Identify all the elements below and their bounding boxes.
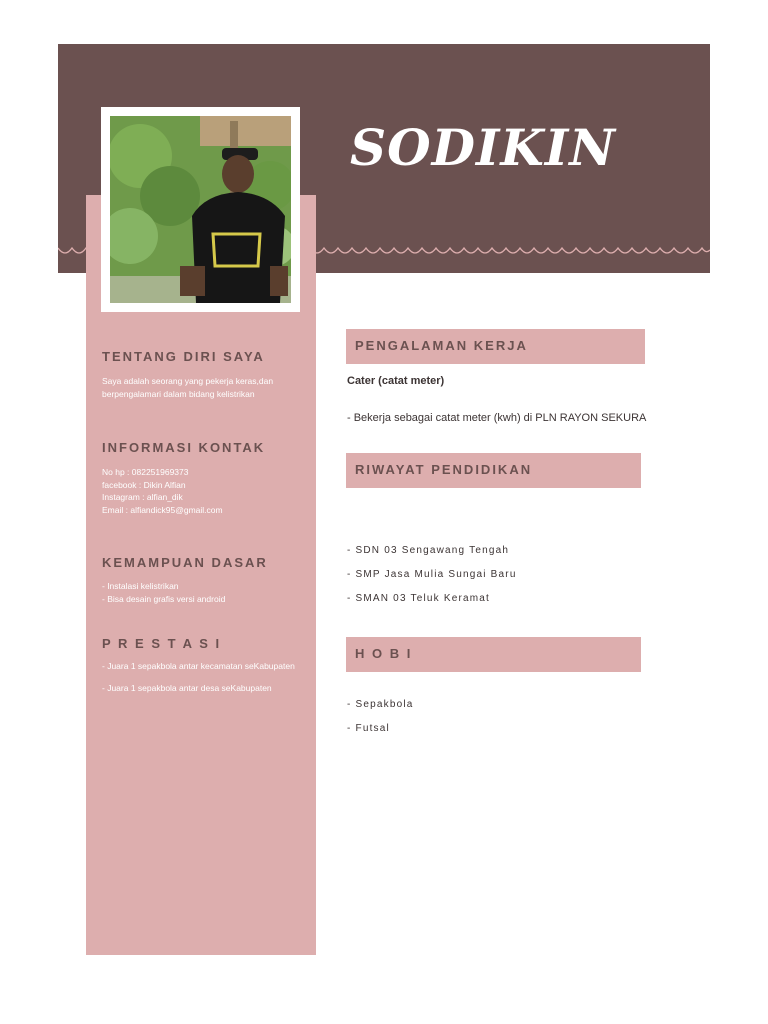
contact-instagram: Instagram : alfian_dik (102, 492, 183, 502)
profile-photo (110, 116, 291, 303)
hobby-item: - Futsal (347, 723, 390, 734)
education-header-bar (346, 453, 641, 488)
hobbies-title: H O B I (355, 646, 413, 661)
about-line: berpengalamari dalam bidang kelistrikan (102, 388, 255, 399)
experience-detail: - Bekerja sebagai catat meter (kwh) di PLN RAYON SEKURA (347, 412, 647, 424)
education-item: - SDN 03 Sengawang Tengah (347, 545, 510, 556)
achievement-item: - Juara 1 sepakbola antar desa seKabupaten (102, 682, 272, 693)
hobbies-header-bar (346, 637, 641, 672)
about-title: TENTANG DIRI SAYA (102, 349, 265, 364)
contact-facebook: facebook : Dikin Alfian (102, 479, 186, 490)
contact-email: Email : alfiandick95@gmail.com (102, 504, 223, 515)
about-text (102, 375, 302, 400)
person-name: SODIKIN (350, 118, 616, 177)
profile-photo-frame (101, 107, 300, 312)
achievement-item: - Juara 1 sepakbola antar kecamatan seKabupaten (102, 661, 295, 671)
skills-text (102, 580, 302, 605)
hobby-item: - Sepakbola (347, 699, 414, 710)
about-line: Saya adalah seorang yang pekerja keras,dan (102, 376, 274, 386)
skills-title: KEMAMPUAN DASAR (102, 555, 268, 570)
education-item: - SMP Jasa Mulia Sungai Baru (347, 569, 517, 580)
experience-role: Cater (catat meter) (347, 375, 445, 387)
education-title: RIWAYAT PENDIDIKAN (355, 462, 533, 477)
experience-header-bar (346, 329, 645, 364)
contact-title: INFORMASI KONTAK (102, 440, 266, 455)
contact-phone: No hp : 082251969373 (102, 467, 189, 477)
education-item: - SMAN 03 Teluk Keramat (347, 593, 491, 604)
contact-text (102, 466, 302, 516)
experience-title: PENGALAMAN KERJA (355, 338, 528, 353)
skill-item: - Instalasi kelistrikan (102, 581, 179, 591)
achievements-text (102, 660, 302, 694)
achievements-title: P R E S T A S I (102, 636, 222, 651)
skill-item: - Bisa desain grafis versi android (102, 593, 226, 604)
